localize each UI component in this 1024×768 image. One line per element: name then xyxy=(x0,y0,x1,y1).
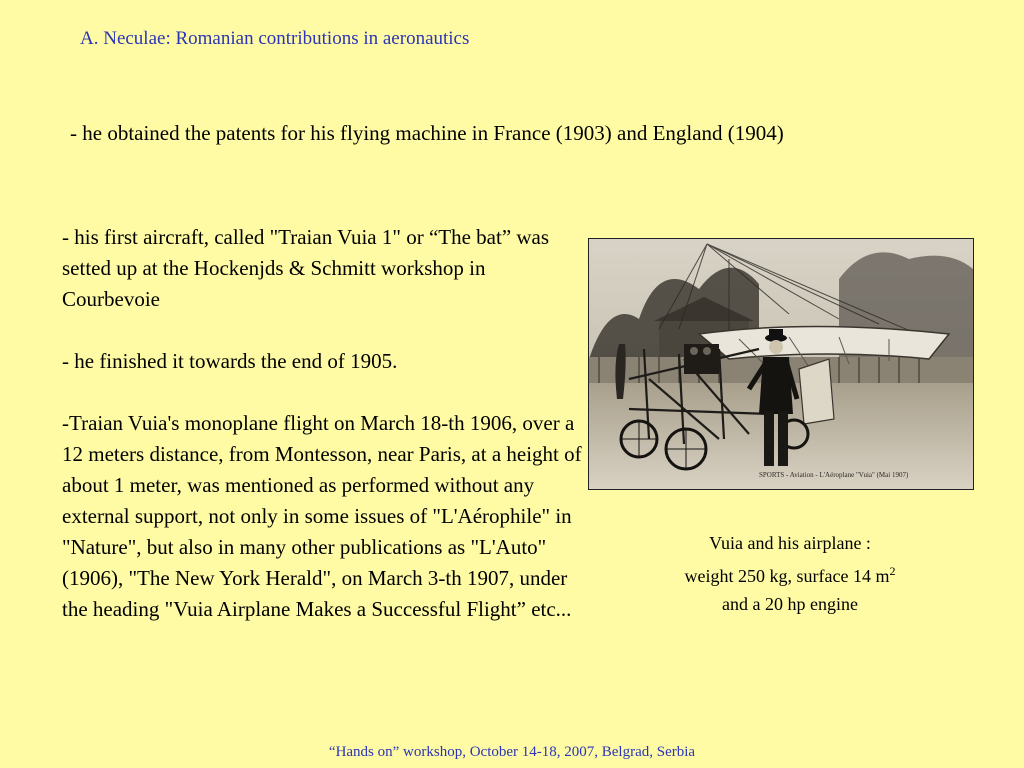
page-footer: “Hands on” workshop, October 14-18, 2007, Belgrad, Serbia xyxy=(328,744,696,760)
caption-line-2 xyxy=(640,557,940,590)
paragraph-gap xyxy=(62,315,582,346)
paragraph-finished: - he finished it towards the end of 1905. xyxy=(62,349,398,373)
vuia-airplane-photo xyxy=(588,238,974,490)
photo-imprint: SPORTS - Aviation - L'Aéroplane "Vuia" (Mai 1907) xyxy=(759,471,909,479)
body-text xyxy=(62,222,582,625)
page-header: A. Neculae: Romanian contributions in aeronautics xyxy=(80,28,470,49)
caption-line-3: and a 20 hp engine xyxy=(722,594,858,614)
caption-line-1: Vuia and his airplane : xyxy=(709,533,871,553)
paragraph-gap xyxy=(62,377,582,408)
photo-illustration xyxy=(589,239,973,489)
caption-line-2-text: weight 250 kg, surface 14 m xyxy=(684,566,890,586)
patents-statement: - he obtained the patents for his flying machine in France (1903) and England (1904) xyxy=(70,121,784,145)
photo-caption xyxy=(640,529,940,618)
paragraph-flight: -Traian Vuia's monoplane flight on March 18-th 1906, over a 12 meters distance, from Montesson, near Paris, at a height of about 1 meter, was mentioned as performed without any external support, not only in some issues of "L'Aérophile" in "Nature", but also in many other publications as "L'Auto" (1906), "The New York Herald", on March 3-th 1907, under the heading "Vuia Airplane Makes a Successful Flight” etc... xyxy=(62,411,582,621)
caption-superscript: 2 xyxy=(889,564,896,578)
paragraph-first-aircraft: - his first aircraft, called "Traian Vuia 1" or “The bat” was setted up at the Hockenjds & Schmitt workshop in Courbevoie xyxy=(62,225,550,311)
